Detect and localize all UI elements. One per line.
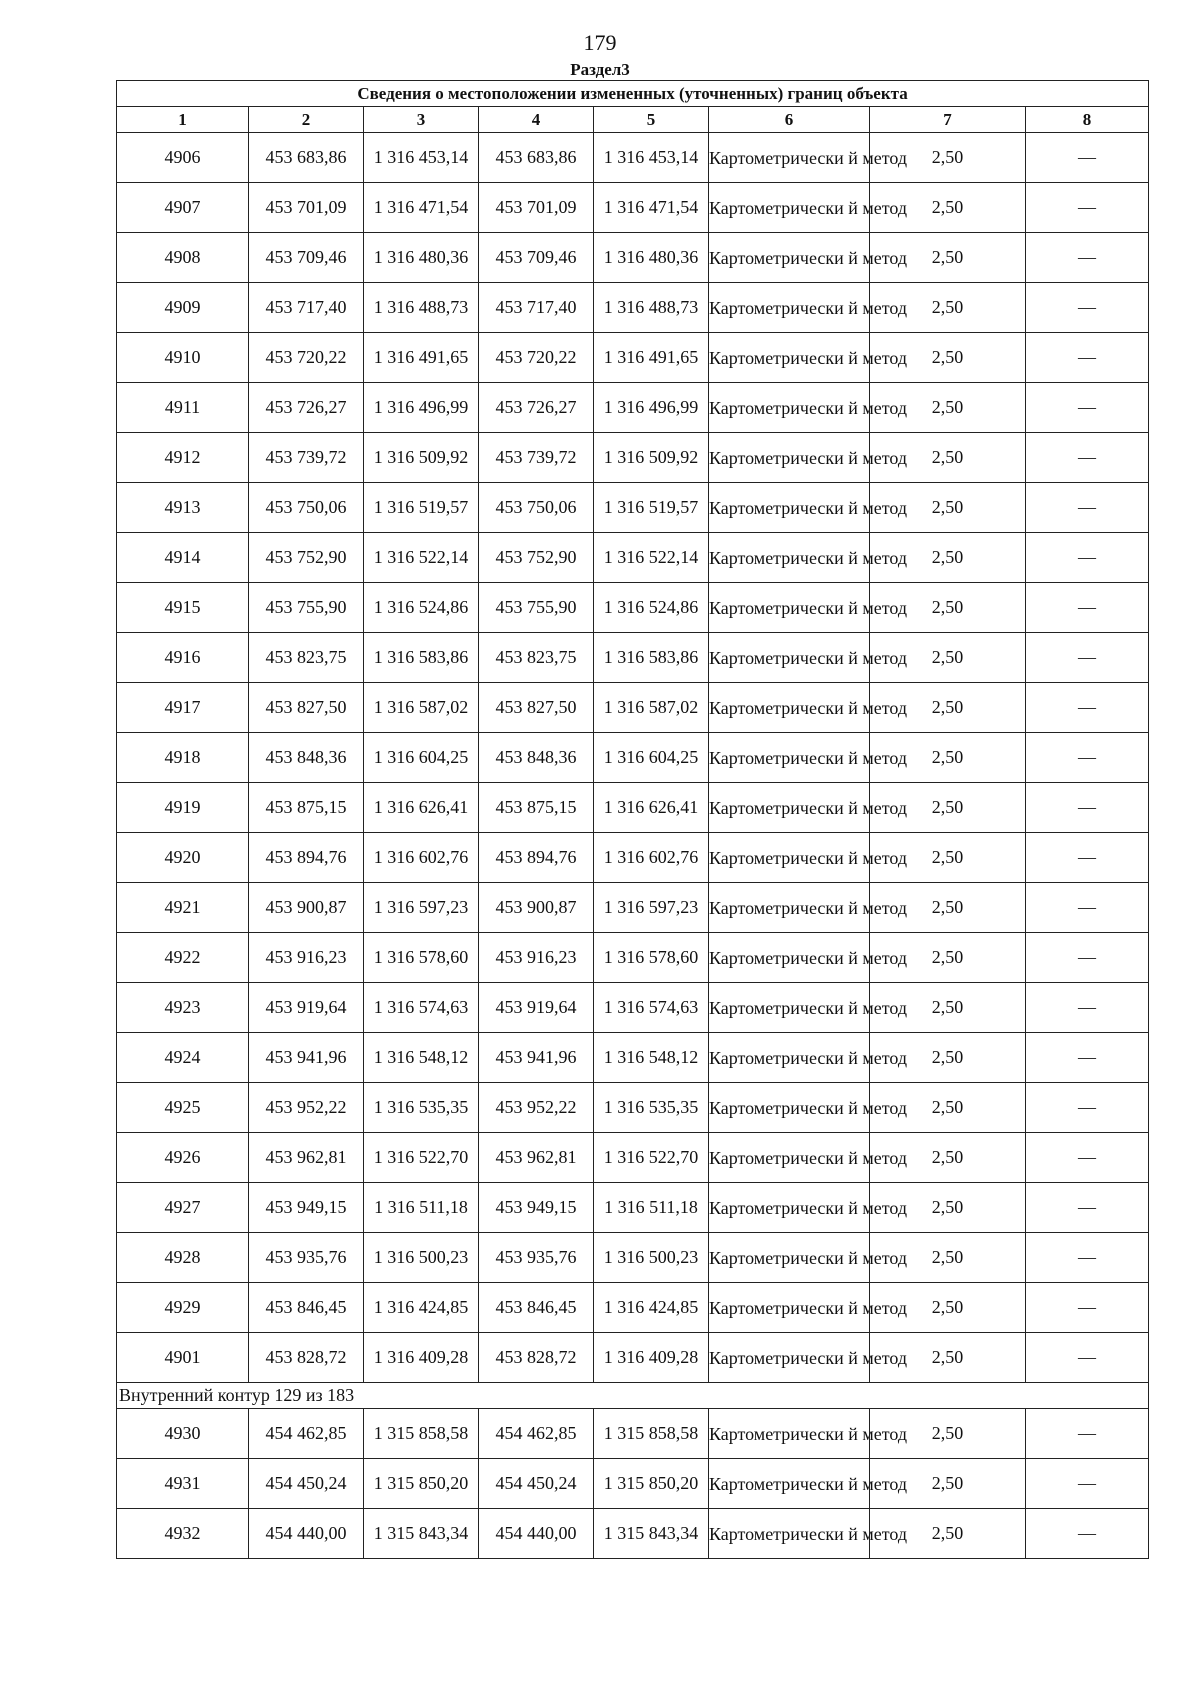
table-cell-col-7: 2,50 (870, 1509, 1026, 1559)
table-cell-col-8: — (1026, 1283, 1149, 1333)
table-cell-col-5: 1 316 602,76 (594, 833, 709, 883)
table-cell-col-1: 4924 (117, 1033, 249, 1083)
table-cell-col-4: 453 752,90 (479, 533, 594, 583)
table-cell-col-7: 2,50 (870, 633, 1026, 683)
table-cell-col-5: 1 316 587,02 (594, 683, 709, 733)
table-cell-col-4: 453 894,76 (479, 833, 594, 883)
table-cell-col-5: 1 315 843,34 (594, 1509, 709, 1559)
table-row (117, 1509, 1149, 1559)
column-number-4: 4 (479, 107, 594, 133)
table-cell-col-7: 2,50 (870, 433, 1026, 483)
table-cell-col-1: 4912 (117, 433, 249, 483)
table-cell-col-5: 1 316 604,25 (594, 733, 709, 783)
table-cell-col-3: 1 316 491,65 (364, 333, 479, 383)
table-cell-col-3: 1 316 519,57 (364, 483, 479, 533)
table-cell-col-6: Картометрически й метод (709, 1283, 870, 1333)
table-caption: Сведения о местоположении измененных (уточненных) границ объекта (117, 81, 1149, 107)
table-row (117, 483, 1149, 533)
table-cell-col-7: 2,50 (870, 1459, 1026, 1509)
table-cell-col-6: Картометрически й метод (709, 133, 870, 183)
column-number-6: 6 (709, 107, 870, 133)
column-number-1: 1 (117, 107, 249, 133)
table-cell-col-1: 4918 (117, 733, 249, 783)
table-row (117, 383, 1149, 433)
table-row (117, 233, 1149, 283)
table-cell-col-3: 1 316 424,85 (364, 1283, 479, 1333)
table-cell-col-2: 453 726,27 (249, 383, 364, 433)
table-cell-col-7: 2,50 (870, 1333, 1026, 1383)
table-cell-col-3: 1 316 480,36 (364, 233, 479, 283)
table-cell-col-2: 454 440,00 (249, 1509, 364, 1559)
table-cell-col-8: — (1026, 1033, 1149, 1083)
table-cell-col-7: 2,50 (870, 583, 1026, 633)
table-cell-col-1: 4920 (117, 833, 249, 883)
table-row (117, 283, 1149, 333)
table-cell-col-6: Картометрически й метод (709, 1133, 870, 1183)
table-cell-col-3: 1 315 850,20 (364, 1459, 479, 1509)
table-row (117, 983, 1149, 1033)
table-cell-col-3: 1 316 548,12 (364, 1033, 479, 1083)
table-cell-col-3: 1 316 578,60 (364, 933, 479, 983)
table-cell-col-3: 1 316 496,99 (364, 383, 479, 433)
table-cell-col-2: 454 462,85 (249, 1409, 364, 1459)
table-cell-col-2: 453 701,09 (249, 183, 364, 233)
table-row (117, 1333, 1149, 1383)
table-cell-col-5: 1 316 424,85 (594, 1283, 709, 1333)
table-row (117, 183, 1149, 233)
table-cell-col-3: 1 316 509,92 (364, 433, 479, 483)
table-row (117, 433, 1149, 483)
table-cell-col-7: 2,50 (870, 233, 1026, 283)
table-cell-col-6: Картометрически й метод (709, 533, 870, 583)
table-cell-col-8: — (1026, 533, 1149, 583)
table-cell-col-8: — (1026, 433, 1149, 483)
table-cell-col-8: — (1026, 933, 1149, 983)
table-cell-col-4: 453 949,15 (479, 1183, 594, 1233)
table-cell-col-8: — (1026, 1409, 1149, 1459)
table-cell-col-7: 2,50 (870, 983, 1026, 1033)
table-row (117, 883, 1149, 933)
table-cell-col-5: 1 316 496,99 (594, 383, 709, 433)
table-cell-col-2: 453 935,76 (249, 1233, 364, 1283)
table-cell-col-5: 1 316 519,57 (594, 483, 709, 533)
table-cell-col-8: — (1026, 1459, 1149, 1509)
table-cell-col-6: Картометрически й метод (709, 433, 870, 483)
table-cell-col-3: 1 316 409,28 (364, 1333, 479, 1383)
table-cell-col-8: — (1026, 733, 1149, 783)
table-cell-col-8: — (1026, 1083, 1149, 1133)
table-body-part1 (117, 133, 1149, 1383)
table-cell-col-5: 1 316 409,28 (594, 1333, 709, 1383)
table-row (117, 933, 1149, 983)
table-row (117, 583, 1149, 633)
table-cell-col-2: 453 683,86 (249, 133, 364, 183)
table-cell-col-8: — (1026, 1133, 1149, 1183)
table-cell-col-6: Картометрически й метод (709, 733, 870, 783)
table-cell-col-7: 2,50 (870, 1083, 1026, 1133)
table-cell-col-6: Картометрически й метод (709, 1333, 870, 1383)
table-cell-col-7: 2,50 (870, 1233, 1026, 1283)
table-cell-col-6: Картометрически й метод (709, 233, 870, 283)
table-body-part2 (117, 1409, 1149, 1559)
table-cell-col-4: 453 750,06 (479, 483, 594, 533)
table-cell-col-7: 2,50 (870, 1409, 1026, 1459)
coordinates-table (116, 80, 1149, 1559)
table-cell-col-5: 1 316 524,86 (594, 583, 709, 633)
table-cell-col-6: Картометрически й метод (709, 583, 870, 633)
table-cell-col-1: 4916 (117, 633, 249, 683)
table-cell-col-7: 2,50 (870, 133, 1026, 183)
table-cell-col-2: 453 952,22 (249, 1083, 364, 1133)
table-row (117, 333, 1149, 383)
table-cell-col-7: 2,50 (870, 283, 1026, 333)
table-cell-col-6: Картометрически й метод (709, 333, 870, 383)
table-cell-col-5: 1 316 488,73 (594, 283, 709, 333)
table-row (117, 1233, 1149, 1283)
table-cell-col-6: Картометрически й метод (709, 1033, 870, 1083)
table-cell-col-3: 1 316 574,63 (364, 983, 479, 1033)
table-cell-col-4: 453 941,96 (479, 1033, 594, 1083)
table-cell-col-3: 1 316 471,54 (364, 183, 479, 233)
table-cell-col-1: 4928 (117, 1233, 249, 1283)
table-cell-col-5: 1 316 578,60 (594, 933, 709, 983)
table-cell-col-5: 1 316 574,63 (594, 983, 709, 1033)
table-cell-col-5: 1 316 511,18 (594, 1183, 709, 1233)
table-cell-col-5: 1 315 850,20 (594, 1459, 709, 1509)
table-cell-col-7: 2,50 (870, 183, 1026, 233)
table-cell-col-5: 1 316 500,23 (594, 1233, 709, 1283)
table-cell-col-4: 453 709,46 (479, 233, 594, 283)
table-cell-col-6: Картометрически й метод (709, 383, 870, 433)
column-number-5: 5 (594, 107, 709, 133)
table-row (117, 1459, 1149, 1509)
table-cell-col-7: 2,50 (870, 933, 1026, 983)
table-cell-col-4: 453 827,50 (479, 683, 594, 733)
table-cell-col-4: 453 846,45 (479, 1283, 594, 1333)
table-cell-col-2: 453 900,87 (249, 883, 364, 933)
table-cell-col-7: 2,50 (870, 383, 1026, 433)
table-cell-col-6: Картометрически й метод (709, 833, 870, 883)
table-cell-col-4: 454 462,85 (479, 1409, 594, 1459)
table-cell-col-7: 2,50 (870, 1183, 1026, 1233)
table-cell-col-1: 4910 (117, 333, 249, 383)
table-cell-col-4: 453 900,87 (479, 883, 594, 933)
table-cell-col-2: 453 827,50 (249, 683, 364, 733)
table-cell-col-2: 454 450,24 (249, 1459, 364, 1509)
table-cell-col-6: Картометрически й метод (709, 883, 870, 933)
table-cell-col-8: — (1026, 583, 1149, 633)
table-cell-col-5: 1 316 583,86 (594, 633, 709, 683)
table-cell-col-1: 4925 (117, 1083, 249, 1133)
table-row (117, 1409, 1149, 1459)
table-row (117, 683, 1149, 733)
table-cell-col-1: 4908 (117, 233, 249, 283)
table-cell-col-6: Картометрически й метод (709, 1409, 870, 1459)
column-number-row (117, 107, 1149, 133)
table-cell-col-3: 1 316 597,23 (364, 883, 479, 933)
table-cell-col-5: 1 316 535,35 (594, 1083, 709, 1133)
table-cell-col-3: 1 316 524,86 (364, 583, 479, 633)
table-cell-col-2: 453 739,72 (249, 433, 364, 483)
table-cell-col-2: 453 752,90 (249, 533, 364, 583)
table-cell-col-7: 2,50 (870, 1283, 1026, 1333)
table-cell-col-3: 1 316 583,86 (364, 633, 479, 683)
table-cell-col-2: 453 894,76 (249, 833, 364, 883)
section-title: Раздел3 (570, 60, 630, 79)
table-cell-col-5: 1 316 453,14 (594, 133, 709, 183)
table-cell-col-6: Картометрически й метод (709, 183, 870, 233)
table-cell-col-1: 4915 (117, 583, 249, 633)
table-cell-col-8: — (1026, 333, 1149, 383)
table-cell-col-1: 4921 (117, 883, 249, 933)
table-cell-col-3: 1 316 626,41 (364, 783, 479, 833)
table-cell-col-3: 1 316 511,18 (364, 1183, 479, 1233)
table-cell-col-8: — (1026, 133, 1149, 183)
table-cell-col-3: 1 316 587,02 (364, 683, 479, 733)
column-number-7: 7 (870, 107, 1026, 133)
table-cell-col-1: 4917 (117, 683, 249, 733)
table-cell-col-2: 453 962,81 (249, 1133, 364, 1183)
table-cell-col-5: 1 316 491,65 (594, 333, 709, 383)
table-cell-col-1: 4927 (117, 1183, 249, 1233)
table-cell-col-6: Картометрически й метод (709, 483, 870, 533)
table-cell-col-4: 453 755,90 (479, 583, 594, 633)
table-cell-col-7: 2,50 (870, 783, 1026, 833)
table-cell-col-7: 2,50 (870, 683, 1026, 733)
table-row (117, 733, 1149, 783)
table-cell-col-1: 4901 (117, 1333, 249, 1383)
table-cell-col-4: 453 962,81 (479, 1133, 594, 1183)
table-cell-col-2: 453 919,64 (249, 983, 364, 1033)
table-cell-col-2: 453 916,23 (249, 933, 364, 983)
column-number-8: 8 (1026, 107, 1149, 133)
table-cell-col-4: 453 828,72 (479, 1333, 594, 1383)
table-cell-col-8: — (1026, 233, 1149, 283)
table-cell-col-1: 4922 (117, 933, 249, 983)
table-cell-col-7: 2,50 (870, 883, 1026, 933)
table-row (117, 1033, 1149, 1083)
table-cell-col-6: Картометрически й метод (709, 683, 870, 733)
table-cell-col-8: — (1026, 983, 1149, 1033)
table-cell-col-2: 453 709,46 (249, 233, 364, 283)
table-cell-col-4: 453 919,64 (479, 983, 594, 1033)
table-cell-col-3: 1 316 604,25 (364, 733, 479, 783)
table-cell-col-6: Картометрически й метод (709, 283, 870, 333)
table-cell-col-7: 2,50 (870, 1033, 1026, 1083)
table-cell-col-5: 1 316 471,54 (594, 183, 709, 233)
table-cell-col-8: — (1026, 683, 1149, 733)
table-cell-col-3: 1 316 522,14 (364, 533, 479, 583)
table-cell-col-6: Картометрически й метод (709, 1509, 870, 1559)
table-cell-col-4: 453 726,27 (479, 383, 594, 433)
table-cell-col-8: — (1026, 483, 1149, 533)
table-cell-col-2: 453 750,06 (249, 483, 364, 533)
table-cell-col-2: 453 755,90 (249, 583, 364, 633)
table-row (117, 1183, 1149, 1233)
table-cell-col-2: 453 941,96 (249, 1033, 364, 1083)
table-cell-col-4: 453 701,09 (479, 183, 594, 233)
table-cell-col-6: Картометрически й метод (709, 933, 870, 983)
table-cell-col-3: 1 315 843,34 (364, 1509, 479, 1559)
table-cell-col-6: Картометрически й метод (709, 1183, 870, 1233)
table-cell-col-1: 4923 (117, 983, 249, 1033)
table-cell-col-6: Картометрически й метод (709, 983, 870, 1033)
table-cell-col-8: — (1026, 1333, 1149, 1383)
table-cell-col-5: 1 316 509,92 (594, 433, 709, 483)
table-cell-col-3: 1 316 602,76 (364, 833, 479, 883)
table-cell-col-7: 2,50 (870, 833, 1026, 883)
table-cell-col-8: — (1026, 283, 1149, 333)
table-cell-col-8: — (1026, 633, 1149, 683)
table-cell-col-5: 1 316 597,23 (594, 883, 709, 933)
table-cell-col-1: 4926 (117, 1133, 249, 1183)
table-cell-col-4: 453 739,72 (479, 433, 594, 483)
table-cell-col-6: Картометрически й метод (709, 1459, 870, 1509)
table-cell-col-4: 453 875,15 (479, 783, 594, 833)
table-cell-col-6: Картометрически й метод (709, 633, 870, 683)
table-cell-col-4: 453 952,22 (479, 1083, 594, 1133)
table-cell-col-1: 4932 (117, 1509, 249, 1559)
table-cell-col-2: 453 828,72 (249, 1333, 364, 1383)
table-row (117, 1083, 1149, 1133)
table-cell-col-3: 1 316 488,73 (364, 283, 479, 333)
page-number: 179 (583, 30, 617, 55)
table-cell-col-6: Картометрически й метод (709, 783, 870, 833)
table-cell-col-4: 454 440,00 (479, 1509, 594, 1559)
table-cell-col-1: 4914 (117, 533, 249, 583)
table-row (117, 1283, 1149, 1333)
table-cell-col-7: 2,50 (870, 533, 1026, 583)
table-cell-col-1: 4907 (117, 183, 249, 233)
table-cell-col-2: 453 875,15 (249, 783, 364, 833)
table-cell-col-2: 453 949,15 (249, 1183, 364, 1233)
table-cell-col-2: 453 717,40 (249, 283, 364, 333)
table-cell-col-5: 1 316 522,14 (594, 533, 709, 583)
table-cell-col-4: 454 450,24 (479, 1459, 594, 1509)
table-cell-col-6: Картометрически й метод (709, 1083, 870, 1133)
table-cell-col-5: 1 316 480,36 (594, 233, 709, 283)
table-cell-col-1: 4909 (117, 283, 249, 333)
table-cell-col-5: 1 316 548,12 (594, 1033, 709, 1083)
table-cell-col-4: 453 720,22 (479, 333, 594, 383)
table-cell-col-1: 4931 (117, 1459, 249, 1509)
table-cell-col-8: — (1026, 1509, 1149, 1559)
table-cell-col-3: 1 315 858,58 (364, 1409, 479, 1459)
table-cell-col-1: 4911 (117, 383, 249, 433)
table-cell-col-2: 453 720,22 (249, 333, 364, 383)
table-row (117, 833, 1149, 883)
table-cell-col-3: 1 316 535,35 (364, 1083, 479, 1133)
table-cell-col-2: 453 823,75 (249, 633, 364, 683)
column-number-3: 3 (364, 107, 479, 133)
table-row (117, 783, 1149, 833)
table-cell-col-8: — (1026, 833, 1149, 883)
table-cell-col-1: 4906 (117, 133, 249, 183)
table-cell-col-8: — (1026, 183, 1149, 233)
table-cell-col-7: 2,50 (870, 733, 1026, 783)
table-cell-col-3: 1 316 522,70 (364, 1133, 479, 1183)
table-cell-col-1: 4919 (117, 783, 249, 833)
column-number-2: 2 (249, 107, 364, 133)
contour-label: Внутренний контур 129 из 183 (117, 1383, 1149, 1409)
table-cell-col-4: 453 916,23 (479, 933, 594, 983)
table-row (117, 133, 1149, 183)
table-cell-col-8: — (1026, 383, 1149, 433)
table-cell-col-7: 2,50 (870, 1133, 1026, 1183)
table-cell-col-8: — (1026, 783, 1149, 833)
table-cell-col-4: 453 848,36 (479, 733, 594, 783)
table-cell-col-1: 4929 (117, 1283, 249, 1333)
table-cell-col-3: 1 316 500,23 (364, 1233, 479, 1283)
table-row (117, 1133, 1149, 1183)
table-row (117, 533, 1149, 583)
table-cell-col-7: 2,50 (870, 483, 1026, 533)
table-cell-col-3: 1 316 453,14 (364, 133, 479, 183)
table-cell-col-4: 453 683,86 (479, 133, 594, 183)
table-cell-col-5: 1 315 858,58 (594, 1409, 709, 1459)
table-row (117, 633, 1149, 683)
table-cell-col-1: 4930 (117, 1409, 249, 1459)
table-cell-col-8: — (1026, 883, 1149, 933)
table-cell-col-8: — (1026, 1233, 1149, 1283)
table-cell-col-2: 453 846,45 (249, 1283, 364, 1333)
table-cell-col-7: 2,50 (870, 333, 1026, 383)
table-cell-col-4: 453 823,75 (479, 633, 594, 683)
table-cell-col-5: 1 316 522,70 (594, 1133, 709, 1183)
table-cell-col-8: — (1026, 1183, 1149, 1233)
table-cell-col-4: 453 935,76 (479, 1233, 594, 1283)
table-cell-col-1: 4913 (117, 483, 249, 533)
table-cell-col-5: 1 316 626,41 (594, 783, 709, 833)
table-cell-col-6: Картометрически й метод (709, 1233, 870, 1283)
table-cell-col-2: 453 848,36 (249, 733, 364, 783)
table-cell-col-4: 453 717,40 (479, 283, 594, 333)
